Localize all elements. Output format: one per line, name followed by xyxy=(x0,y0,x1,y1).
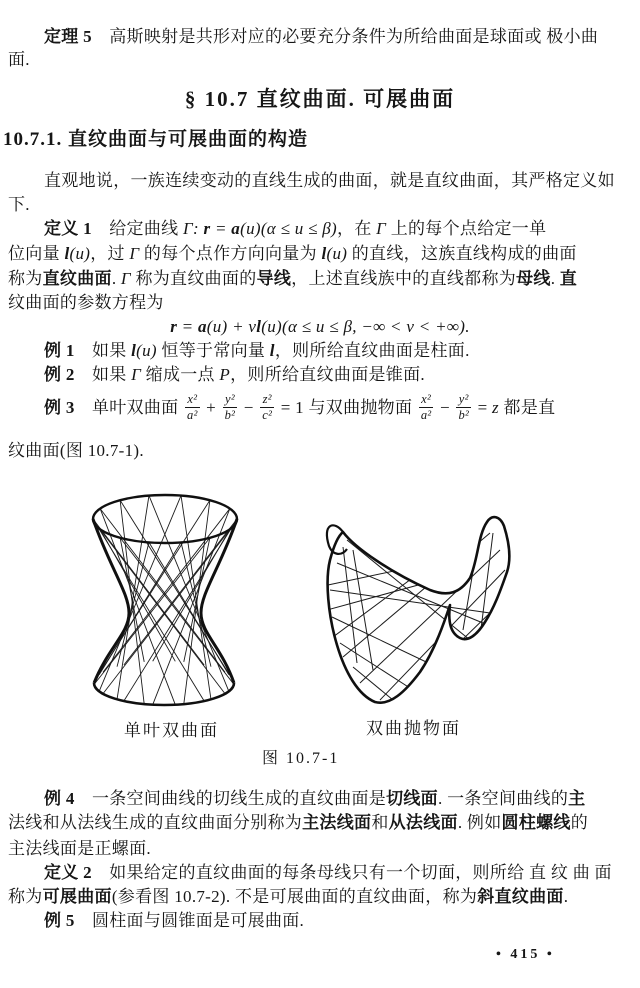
definition-2-line-2: 称为可展曲面(参看图 10.7-2). 不是可展曲面的直纹曲面，称为斜直纹曲面. xyxy=(8,887,569,906)
figure-label-hyperboloid: 单叶双曲面 xyxy=(124,721,219,740)
definition-1-line-3: 称为直纹曲面. Γ 称为直纹曲面的导线，上述直线族中的直线都称为母线. 直 xyxy=(8,269,578,288)
definition-1-line-1: 定义 1 给定曲线 Γ: r = a(u)(α ≤ u ≤ β)，在 Γ 上的每个点给定一单 xyxy=(44,219,547,238)
ruled-surface-parametric-formula: r = a(u) + vl(u)(α ≤ u ≤ β, −∞ < v < +∞). xyxy=(170,317,470,336)
subsection-heading: 10.7.1. 直纹曲面与可展曲面的构造 xyxy=(3,129,309,150)
figure-caption: 图 10.7-1 xyxy=(262,750,340,767)
section-heading: § 10.7 直纹曲面. 可展曲面 xyxy=(184,87,456,111)
intro-line-1: 直观地说，一族连续变动的直线生成的曲面，就是直纹曲面，其严格定义如 xyxy=(44,171,615,190)
example-3-line-1: 例 3 单叶双曲面 $\frac{\text{x²}}{\text{a²}}$ + $\frac{\text{y²}}{\text{b²}}$ − $\frac{\text{z²}}{\text{c²}}$ = 1 与双曲抛物面 $\frac{\text{x²}}{\text{a²}}$ − $\frac{\text{y²}}{\text{b²}}$ = z 都是直 xyxy=(44,392,556,422)
intro-line-2: 下. xyxy=(8,195,30,214)
definition-1-line-4: 纹曲面的参数方程为 xyxy=(8,293,164,312)
page-number: • 415 • xyxy=(496,947,555,962)
example-4-line-1: 例 4 一条空间曲线的切线生成的直纹曲面是切线面. 一条空间曲线的主 xyxy=(44,789,586,808)
theorem-5-line-1: 定理 5 高斯映射是共形对应的必要充分条件为所给曲面是球面或 极小曲 xyxy=(44,27,599,46)
figure-label-paraboloid: 双曲抛物面 xyxy=(366,719,461,738)
example-3-line-2: 纹曲面(图 10.7-1). xyxy=(8,441,144,460)
example-4-line-3: 主法线面是正螺面. xyxy=(8,839,151,858)
example-2-line: 例 2 如果 Γ 缩成一点 P，则所给直纹曲面是锥面. xyxy=(44,365,425,384)
hyperboloid-ruling-lines xyxy=(93,496,237,705)
example-4-line-2: 法线和从法线生成的直纹曲面分别称为主法线面和从法线面. 例如圆柱螺线的 xyxy=(8,813,589,832)
figure-hyperbolic-paraboloid xyxy=(300,500,515,715)
example-1-line: 例 1 如果 l(u) 恒等于常向量 l，则所给直纹曲面是柱面. xyxy=(44,341,470,360)
definition-1-line-2: 位向量 l(u)，过 Γ 的每个点作方向向量为 l(u) 的直线，这族直线构成的曲面 xyxy=(8,244,577,263)
example-5-line: 例 5 圆柱面与圆锥面是可展曲面. xyxy=(44,911,305,930)
definition-2-line-1: 定义 2 如果给定的直纹曲面的每条母线只有一个切面，则所给 直 纹 曲 面 xyxy=(44,863,612,882)
figure-hyperboloid-of-one-sheet xyxy=(78,478,252,718)
paraboloid-outline xyxy=(327,517,510,703)
theorem-5-line-2: 面. xyxy=(8,50,30,69)
